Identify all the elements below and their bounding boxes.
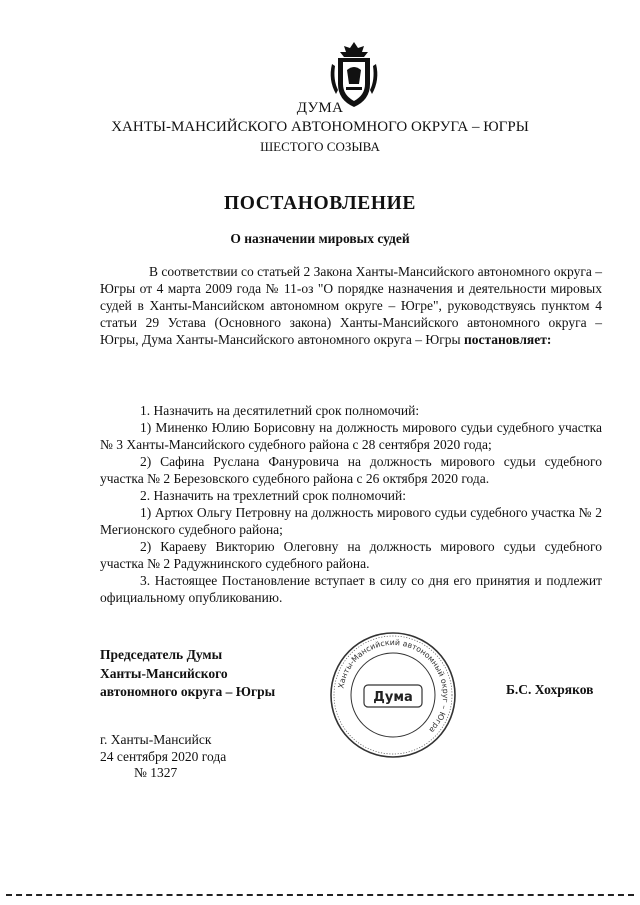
list-item: 2) Сафина Руслана Фануровича на должность мирового судьи судебного участка № 2 Березовского судебного района с 26 октября 2020 года.	[100, 454, 602, 486]
list-item: 2. Назначить на трехлетний срок полномочий:	[140, 488, 406, 503]
signatory-position-line: автономного округа – Югры	[100, 684, 276, 699]
intro-paragraph	[100, 263, 602, 348]
duma-title: ДУМА	[296, 100, 344, 116]
okrug-name: ХАНТЫ-МАНСИЙСКОГО АВТОНОМНОГО ОКРУГА – ЮГРЫ	[111, 119, 529, 135]
list-item: 3. Настоящее Постановление вступает в силу со дня его принятия и подлежит официальному опубликованию.	[100, 573, 602, 605]
page-bottom-border	[6, 894, 634, 896]
document-number: № 1327	[134, 765, 178, 780]
signatory-position	[100, 646, 275, 702]
signatory-position-line: Председатель Думы	[100, 647, 223, 662]
list-item: 1) Миненко Юлию Борисовну на должность мирового судьи судебного участка № 3 Ханты-Мансийского судебного района с 28 сентября 2020 года;	[100, 420, 602, 452]
signatory-position-line: Ханты-Мансийского	[100, 665, 228, 681]
seal-center-text: Дума	[373, 690, 413, 705]
document-type: ПОСТАНОВЛЕНИЕ	[223, 193, 417, 214]
city: г. Ханты-Мансийск	[100, 732, 212, 747]
intro-text: В соответствии со статьей 2 Закона Ханты-Мансийского автономного округа – Югры от 4 марта 2009 года № 11-оз "О порядке назначения и деятельности мировых судей в Ханты-Мансийском автономном округе – Югре", руководствуясь пунктом 4 статьи 29 Устава (Основного закона) Ханты-Мансийского автономного округа – Югры, Дума Ханты-Мансийского автономного округа – Югры	[100, 264, 602, 347]
decision-items	[100, 402, 602, 606]
list-item: 2) Караеву Викторию Олеговну на должность мирового судьи судебного участка № 2 Радужнинского судебного района.	[100, 539, 602, 571]
official-seal-stamp	[328, 630, 458, 760]
seal-ring-text: Ханты-Мансийский автономный округ – Югра	[336, 637, 451, 735]
document-date: 24 сентября 2020 года	[100, 748, 227, 764]
convocation: ШЕСТОГО СОЗЫВА	[260, 139, 380, 154]
list-item: 1. Назначить на десятилетний срок полномочий:	[140, 403, 420, 418]
signatory-name: Б.С. Хохряков	[506, 682, 594, 697]
list-item: 1) Артюх Ольгу Петровну на должность мирового судьи судебного участка № 2 Мегионского судебного района;	[100, 505, 602, 537]
document-subject: О назначении мировых судей	[230, 231, 410, 246]
place-date-number	[100, 732, 226, 782]
svg-text:Ханты-Мансийский автономный ок	[336, 638, 450, 735]
intro-decision-word: постановляет:	[463, 332, 552, 347]
